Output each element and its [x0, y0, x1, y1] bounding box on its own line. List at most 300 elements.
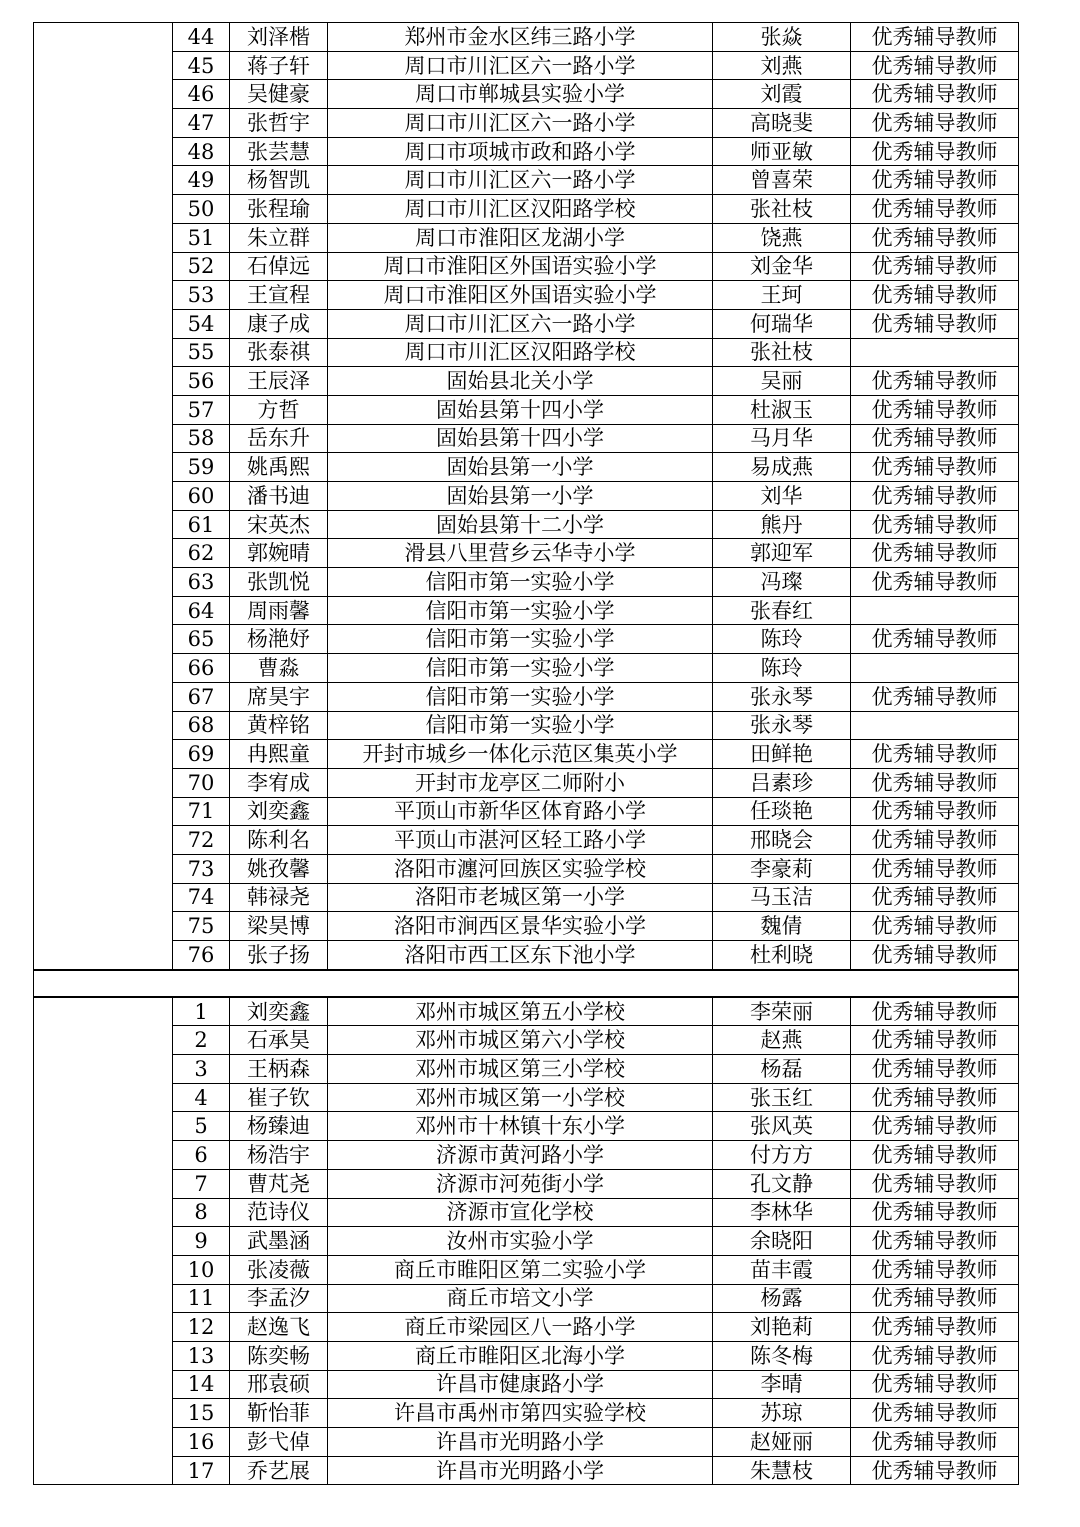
teacher-name-cell: 马月华 [713, 424, 851, 453]
award-cell: 优秀辅导教师 [851, 941, 1019, 970]
teacher-name-cell: 杜淑玉 [713, 395, 851, 424]
table-row [34, 510, 1019, 539]
school-name-cell: 济源市黄河路小学 [328, 1141, 713, 1170]
divider-row [34, 970, 1019, 996]
student-name-cell: 刘泽楷 [230, 23, 328, 52]
teacher-name-cell: 师亚敏 [713, 137, 851, 166]
category-cell [34, 1284, 173, 1313]
award-table-section-a-body [34, 23, 1019, 970]
school-name-cell: 固始县第十四小学 [328, 395, 713, 424]
category-cell [34, 912, 173, 941]
school-name-cell: 洛阳市瀍河回族区实验学校 [328, 854, 713, 883]
award-cell: 优秀辅导教师 [851, 281, 1019, 310]
table-row [34, 596, 1019, 625]
category-cell [34, 1055, 173, 1084]
table-row [34, 252, 1019, 281]
teacher-name-cell: 饶燕 [713, 223, 851, 252]
teacher-name-cell: 王珂 [713, 281, 851, 310]
row-number-cell: 49 [173, 166, 230, 195]
award-cell: 优秀辅导教师 [851, 797, 1019, 826]
table-row [34, 1198, 1019, 1227]
category-cell [34, 482, 173, 511]
row-number-cell: 47 [173, 109, 230, 138]
category-cell [34, 1313, 173, 1342]
student-name-cell: 彭弋倬 [230, 1428, 328, 1457]
table-row [34, 1141, 1019, 1170]
table-row [34, 1341, 1019, 1370]
teacher-name-cell: 余晓阳 [713, 1227, 851, 1256]
school-name-cell: 邓州市城区第六小学校 [328, 1026, 713, 1055]
table-row [34, 1255, 1019, 1284]
teacher-name-cell: 苗丰霞 [713, 1255, 851, 1284]
school-name-cell: 周口市川汇区六一路小学 [328, 166, 713, 195]
category-cell [34, 367, 173, 396]
school-name-cell: 商丘市睢阳区第二实验小学 [328, 1255, 713, 1284]
school-name-cell: 固始县第十四小学 [328, 424, 713, 453]
school-name-cell: 许昌市健康路小学 [328, 1370, 713, 1399]
row-number-cell: 66 [173, 654, 230, 683]
student-name-cell: 张泰祺 [230, 338, 328, 367]
teacher-name-cell: 李晴 [713, 1370, 851, 1399]
category-cell [34, 23, 173, 52]
award-cell: 优秀辅导教师 [851, 883, 1019, 912]
school-name-cell: 邓州市十林镇十东小学 [328, 1112, 713, 1141]
category-cell [34, 1341, 173, 1370]
school-name-cell: 信阳市第一实验小学 [328, 682, 713, 711]
student-name-cell: 杨浩宇 [230, 1141, 328, 1170]
teacher-name-cell: 张玉红 [713, 1083, 851, 1112]
table-row [34, 367, 1019, 396]
school-name-cell: 许昌市光明路小学 [328, 1456, 713, 1485]
teacher-name-cell: 付方方 [713, 1141, 851, 1170]
student-name-cell: 蒋子轩 [230, 51, 328, 80]
row-number-cell: 65 [173, 625, 230, 654]
teacher-name-cell: 易成燕 [713, 453, 851, 482]
table-row [34, 51, 1019, 80]
teacher-name-cell: 杜利晓 [713, 941, 851, 970]
category-cell [34, 309, 173, 338]
row-number-cell: 57 [173, 395, 230, 424]
teacher-name-cell: 张社枝 [713, 338, 851, 367]
teacher-name-cell: 郭迎军 [713, 539, 851, 568]
teacher-name-cell: 苏琼 [713, 1399, 851, 1428]
teacher-name-cell: 张永琴 [713, 682, 851, 711]
award-cell: 优秀辅导教师 [851, 1083, 1019, 1112]
row-number-cell: 64 [173, 596, 230, 625]
teacher-name-cell: 张春红 [713, 596, 851, 625]
row-number-cell: 74 [173, 883, 230, 912]
category-cell [34, 596, 173, 625]
row-number-cell: 68 [173, 711, 230, 740]
category-cell [34, 281, 173, 310]
award-cell: 优秀辅导教师 [851, 252, 1019, 281]
table-row [34, 80, 1019, 109]
category-cell [34, 1428, 173, 1457]
student-name-cell: 张哲宇 [230, 109, 328, 138]
row-number-cell: 51 [173, 223, 230, 252]
school-name-cell: 周口市淮阳区外国语实验小学 [328, 252, 713, 281]
award-cell: 优秀辅导教师 [851, 1255, 1019, 1284]
award-cell: 优秀辅导教师 [851, 826, 1019, 855]
award-cell: 优秀辅导教师 [851, 1456, 1019, 1485]
table-row [34, 826, 1019, 855]
award-cell: 优秀辅导教师 [851, 51, 1019, 80]
student-name-cell: 刘奕鑫 [230, 797, 328, 826]
school-name-cell: 信阳市第一实验小学 [328, 654, 713, 683]
award-cell [851, 711, 1019, 740]
school-name-cell: 周口市川汇区汉阳路学校 [328, 338, 713, 367]
award-cell [851, 338, 1019, 367]
school-name-cell: 汝州市实验小学 [328, 1227, 713, 1256]
category-cell [34, 51, 173, 80]
school-name-cell: 郑州市金水区纬三路小学 [328, 23, 713, 52]
row-number-cell: 5 [173, 1112, 230, 1141]
teacher-name-cell: 赵娅丽 [713, 1428, 851, 1457]
table-row [34, 137, 1019, 166]
table-row [34, 1026, 1019, 1055]
category-cell [34, 682, 173, 711]
table-row [34, 395, 1019, 424]
teacher-name-cell: 张焱 [713, 23, 851, 52]
school-name-cell: 开封市城乡一体化示范区集英小学 [328, 740, 713, 769]
table-row [34, 1313, 1019, 1342]
table-row [34, 682, 1019, 711]
category-cell [34, 223, 173, 252]
teacher-name-cell: 田鲜艳 [713, 740, 851, 769]
teacher-name-cell: 刘艳莉 [713, 1313, 851, 1342]
table-row [34, 109, 1019, 138]
student-name-cell: 郭婉晴 [230, 539, 328, 568]
award-cell: 优秀辅导教师 [851, 23, 1019, 52]
row-number-cell: 69 [173, 740, 230, 769]
school-name-cell: 开封市龙亭区二师附小 [328, 768, 713, 797]
row-number-cell: 70 [173, 768, 230, 797]
row-number-cell: 75 [173, 912, 230, 941]
student-name-cell: 周雨馨 [230, 596, 328, 625]
school-name-cell: 济源市宣化学校 [328, 1198, 713, 1227]
award-list-sheet [33, 22, 1018, 1485]
row-number-cell: 8 [173, 1198, 230, 1227]
category-cell [34, 654, 173, 683]
category-cell [34, 1112, 173, 1141]
award-cell: 优秀辅导教师 [851, 195, 1019, 224]
category-cell [34, 137, 173, 166]
student-name-cell: 赵逸飞 [230, 1313, 328, 1342]
category-cell [34, 797, 173, 826]
category-cell [34, 740, 173, 769]
award-table-section-a [33, 22, 1019, 970]
category-cell [34, 1026, 173, 1055]
award-table-section-b-body [34, 997, 1019, 1485]
table-row [34, 23, 1019, 52]
row-number-cell: 60 [173, 482, 230, 511]
award-table-section-b [33, 997, 1019, 1486]
teacher-name-cell: 张风英 [713, 1112, 851, 1141]
student-name-cell: 张芸慧 [230, 137, 328, 166]
student-name-cell: 潘书迪 [230, 482, 328, 511]
table-row [34, 539, 1019, 568]
award-cell [851, 596, 1019, 625]
award-cell: 优秀辅导教师 [851, 166, 1019, 195]
student-name-cell: 姚禹熙 [230, 453, 328, 482]
award-cell: 优秀辅导教师 [851, 1399, 1019, 1428]
table-row [34, 625, 1019, 654]
category-cell [34, 1456, 173, 1485]
category-cell [34, 109, 173, 138]
student-name-cell: 李孟汐 [230, 1284, 328, 1313]
table-row [34, 1428, 1019, 1457]
row-number-cell: 56 [173, 367, 230, 396]
award-cell: 优秀辅导教师 [851, 625, 1019, 654]
category-cell [34, 1370, 173, 1399]
school-name-cell: 信阳市第一实验小学 [328, 596, 713, 625]
row-number-cell: 44 [173, 23, 230, 52]
category-cell [34, 1083, 173, 1112]
school-name-cell: 济源市河苑街小学 [328, 1169, 713, 1198]
row-number-cell: 48 [173, 137, 230, 166]
divider-cell [34, 970, 1019, 996]
table-row [34, 1456, 1019, 1485]
category-cell [34, 1255, 173, 1284]
award-cell: 优秀辅导教师 [851, 482, 1019, 511]
table-row [34, 166, 1019, 195]
teacher-name-cell: 张社枝 [713, 195, 851, 224]
teacher-name-cell: 杨露 [713, 1284, 851, 1313]
school-name-cell: 周口市淮阳区外国语实验小学 [328, 281, 713, 310]
table-row [34, 195, 1019, 224]
teacher-name-cell: 赵燕 [713, 1026, 851, 1055]
row-number-cell: 67 [173, 682, 230, 711]
table-row [34, 768, 1019, 797]
school-name-cell: 周口市川汇区六一路小学 [328, 109, 713, 138]
table-row [34, 1370, 1019, 1399]
award-cell: 优秀辅导教师 [851, 109, 1019, 138]
teacher-name-cell: 杨磊 [713, 1055, 851, 1084]
school-name-cell: 许昌市禹州市第四实验学校 [328, 1399, 713, 1428]
award-cell: 优秀辅导教师 [851, 1026, 1019, 1055]
student-name-cell: 崔子钦 [230, 1083, 328, 1112]
table-row [34, 883, 1019, 912]
school-name-cell: 固始县第一小学 [328, 453, 713, 482]
student-name-cell: 姚孜馨 [230, 854, 328, 883]
school-name-cell: 滑县八里营乡云华寺小学 [328, 539, 713, 568]
category-cell [34, 1227, 173, 1256]
student-name-cell: 宋英杰 [230, 510, 328, 539]
table-row [34, 424, 1019, 453]
category-cell [34, 997, 173, 1026]
teacher-name-cell: 魏倩 [713, 912, 851, 941]
row-number-cell: 46 [173, 80, 230, 109]
school-name-cell: 邓州市城区第五小学校 [328, 997, 713, 1026]
table-row [34, 1399, 1019, 1428]
category-cell [34, 768, 173, 797]
category-cell [34, 854, 173, 883]
award-cell: 优秀辅导教师 [851, 1428, 1019, 1457]
award-cell: 优秀辅导教师 [851, 539, 1019, 568]
student-name-cell: 李宥成 [230, 768, 328, 797]
award-cell [851, 654, 1019, 683]
school-name-cell: 许昌市光明路小学 [328, 1428, 713, 1457]
award-cell: 优秀辅导教师 [851, 1341, 1019, 1370]
category-cell [34, 453, 173, 482]
table-row [34, 309, 1019, 338]
teacher-name-cell: 陈玲 [713, 654, 851, 683]
category-cell [34, 826, 173, 855]
award-cell: 优秀辅导教师 [851, 1169, 1019, 1198]
teacher-name-cell: 陈玲 [713, 625, 851, 654]
row-number-cell: 7 [173, 1169, 230, 1198]
row-number-cell: 12 [173, 1313, 230, 1342]
row-number-cell: 76 [173, 941, 230, 970]
teacher-name-cell: 孔文静 [713, 1169, 851, 1198]
row-number-cell: 4 [173, 1083, 230, 1112]
award-cell: 优秀辅导教师 [851, 367, 1019, 396]
school-name-cell: 固始县北关小学 [328, 367, 713, 396]
row-number-cell: 11 [173, 1284, 230, 1313]
award-cell: 优秀辅导教师 [851, 137, 1019, 166]
award-cell: 优秀辅导教师 [851, 740, 1019, 769]
teacher-name-cell: 高晓斐 [713, 109, 851, 138]
category-cell [34, 711, 173, 740]
award-cell: 优秀辅导教师 [851, 912, 1019, 941]
row-number-cell: 14 [173, 1370, 230, 1399]
table-row [34, 338, 1019, 367]
table-row [34, 740, 1019, 769]
table-row [34, 568, 1019, 597]
student-name-cell: 冉熙童 [230, 740, 328, 769]
award-cell: 优秀辅导教师 [851, 682, 1019, 711]
row-number-cell: 10 [173, 1255, 230, 1284]
school-name-cell: 周口市川汇区六一路小学 [328, 51, 713, 80]
school-name-cell: 邓州市城区第三小学校 [328, 1055, 713, 1084]
student-name-cell: 靳怡菲 [230, 1399, 328, 1428]
student-name-cell: 梁昊博 [230, 912, 328, 941]
table-row [34, 453, 1019, 482]
category-cell [34, 80, 173, 109]
category-cell [34, 195, 173, 224]
teacher-name-cell: 曾喜荣 [713, 166, 851, 195]
row-number-cell: 16 [173, 1428, 230, 1457]
table-row [34, 281, 1019, 310]
row-number-cell: 53 [173, 281, 230, 310]
student-name-cell: 岳东升 [230, 424, 328, 453]
table-row [34, 912, 1019, 941]
table-row [34, 941, 1019, 970]
award-cell: 优秀辅导教师 [851, 1055, 1019, 1084]
teacher-name-cell: 李豪莉 [713, 854, 851, 883]
teacher-name-cell: 冯璨 [713, 568, 851, 597]
school-name-cell: 周口市川汇区汉阳路学校 [328, 195, 713, 224]
row-number-cell: 2 [173, 1026, 230, 1055]
school-name-cell: 邓州市城区第一小学校 [328, 1083, 713, 1112]
student-name-cell: 王辰泽 [230, 367, 328, 396]
teacher-name-cell: 吴丽 [713, 367, 851, 396]
student-name-cell: 陈奕畅 [230, 1341, 328, 1370]
school-name-cell: 洛阳市涧西区景华实验小学 [328, 912, 713, 941]
student-name-cell: 黄梓铭 [230, 711, 328, 740]
table-row [34, 482, 1019, 511]
student-name-cell: 方哲 [230, 395, 328, 424]
school-name-cell: 平顶山市湛河区轻工路小学 [328, 826, 713, 855]
student-name-cell: 曹淼 [230, 654, 328, 683]
table-row [34, 1112, 1019, 1141]
teacher-name-cell: 朱慧枝 [713, 1456, 851, 1485]
section-divider-row [33, 970, 1019, 997]
teacher-name-cell: 吕素珍 [713, 768, 851, 797]
row-number-cell: 62 [173, 539, 230, 568]
table-row [34, 997, 1019, 1026]
student-name-cell: 王宣程 [230, 281, 328, 310]
row-number-cell: 54 [173, 309, 230, 338]
award-cell: 优秀辅导教师 [851, 854, 1019, 883]
table-row [34, 223, 1019, 252]
student-name-cell: 刘奕鑫 [230, 997, 328, 1026]
student-name-cell: 石倬远 [230, 252, 328, 281]
student-name-cell: 乔艺展 [230, 1456, 328, 1485]
teacher-name-cell: 张永琴 [713, 711, 851, 740]
school-name-cell: 固始县第一小学 [328, 482, 713, 511]
teacher-name-cell: 任琰艳 [713, 797, 851, 826]
school-name-cell: 固始县第十二小学 [328, 510, 713, 539]
school-name-cell: 商丘市培文小学 [328, 1284, 713, 1313]
teacher-name-cell: 邢晓会 [713, 826, 851, 855]
award-cell: 优秀辅导教师 [851, 510, 1019, 539]
table-row [34, 1055, 1019, 1084]
table-row [34, 1083, 1019, 1112]
school-name-cell: 洛阳市老城区第一小学 [328, 883, 713, 912]
table-row [34, 654, 1019, 683]
category-cell [34, 395, 173, 424]
award-cell: 优秀辅导教师 [851, 568, 1019, 597]
student-name-cell: 杨智凯 [230, 166, 328, 195]
student-name-cell: 武墨涵 [230, 1227, 328, 1256]
row-number-cell: 58 [173, 424, 230, 453]
award-cell: 优秀辅导教师 [851, 1227, 1019, 1256]
row-number-cell: 73 [173, 854, 230, 883]
student-name-cell: 邢袁硕 [230, 1370, 328, 1399]
row-number-cell: 3 [173, 1055, 230, 1084]
category-cell [34, 1198, 173, 1227]
award-cell: 优秀辅导教师 [851, 1313, 1019, 1342]
table-row [34, 1169, 1019, 1198]
school-name-cell: 商丘市梁园区八一路小学 [328, 1313, 713, 1342]
student-name-cell: 张凌薇 [230, 1255, 328, 1284]
category-cell [34, 338, 173, 367]
student-name-cell: 吴健豪 [230, 80, 328, 109]
teacher-name-cell: 何瑞华 [713, 309, 851, 338]
category-cell [34, 883, 173, 912]
teacher-name-cell: 李林华 [713, 1198, 851, 1227]
student-name-cell: 杨臻迪 [230, 1112, 328, 1141]
school-name-cell: 周口市项城市政和路小学 [328, 137, 713, 166]
student-name-cell: 张凯悦 [230, 568, 328, 597]
table-row [34, 797, 1019, 826]
award-cell: 优秀辅导教师 [851, 768, 1019, 797]
student-name-cell: 王柄森 [230, 1055, 328, 1084]
table-row [34, 1284, 1019, 1313]
award-cell: 优秀辅导教师 [851, 1284, 1019, 1313]
student-name-cell: 石承昊 [230, 1026, 328, 1055]
table-row [34, 711, 1019, 740]
award-cell: 优秀辅导教师 [851, 997, 1019, 1026]
school-name-cell: 平顶山市新华区体育路小学 [328, 797, 713, 826]
row-number-cell: 59 [173, 453, 230, 482]
category-cell [34, 625, 173, 654]
category-cell [34, 252, 173, 281]
category-cell [34, 941, 173, 970]
row-number-cell: 61 [173, 510, 230, 539]
row-number-cell: 72 [173, 826, 230, 855]
